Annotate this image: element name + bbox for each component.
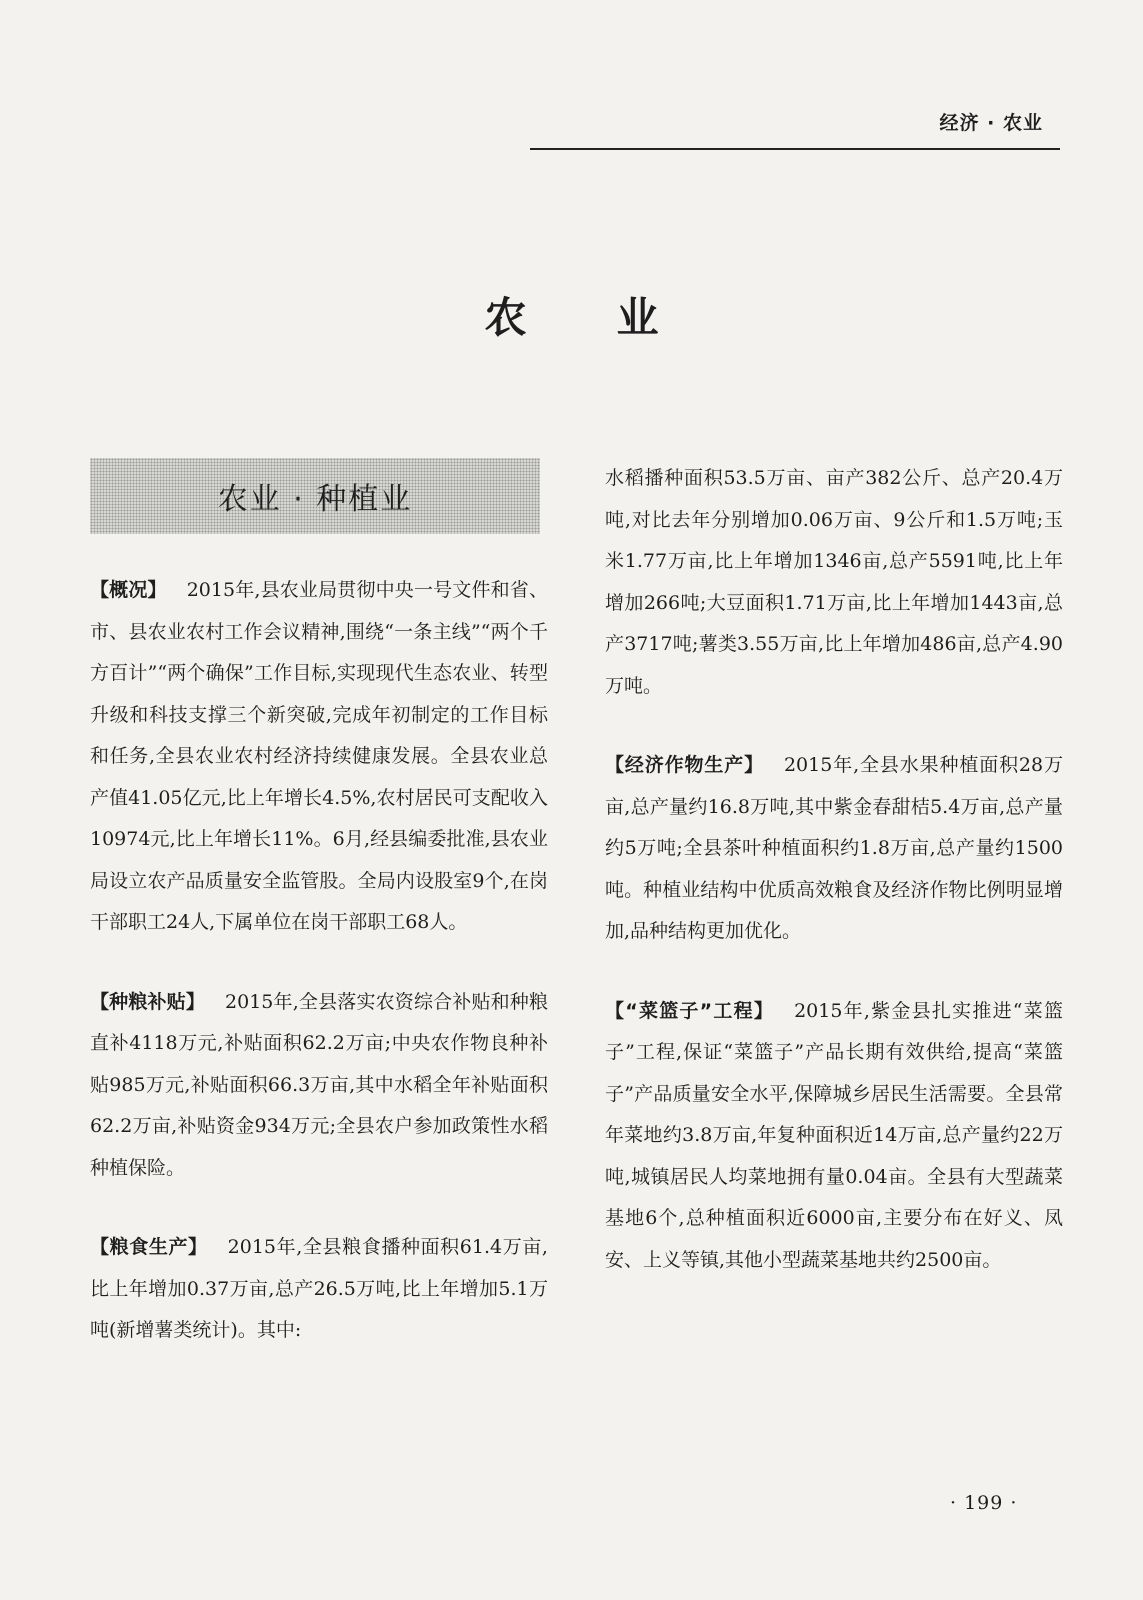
section-title: 农业 · 种植业 <box>217 482 413 517</box>
right-column <box>605 458 1063 1319</box>
paragraph-text: 2015年,全县粮食播种面积61.4万亩,比上年增加0.37万亩,总产26.5万吨,比上年增加5.1万吨(新增薯类统计)。其中: <box>90 1236 548 1341</box>
paragraph-text: 2015年,县农业局贯彻中央一号文件和省、市、县农业农村工作会议精神,围绕“一条主线”“两个千方百计”“两个确保”工作目标,实现现代生态农业、转型升级和科技支撑三个新突破,完成年初制定的工作目标和任务,全县农业农村经济持续健康发展。全县农业总产值41.05亿元,比上年增长4.5%,农村居民可支配收入10974元,比上年增长11%。6月,经县编委批准,县农业局设立农产品质量安全监管股。全局内设股室9个,在岗干部职工24人,下属单位在岗干部职工68人。 <box>90 579 548 933</box>
paragraph-cash-crops <box>605 745 1063 953</box>
paragraph-overview <box>90 570 548 944</box>
paragraph-grain-production <box>90 1227 548 1352</box>
header-rule <box>530 148 1060 150</box>
left-column <box>90 458 548 1390</box>
paragraph-text: 2015年,紫金县扎实推进“菜篮子”工程,保证“菜篮子”产品长期有效供给,提高“菜篮子”产品质量安全水平,保障城乡居民生活需要。全县常年菜地约3.8万亩,年复种面积近14万亩,总产量约22万吨,城镇居民人均菜地拥有量0.04亩。全县有大型蔬菜基地6个,总种植面积近6000亩,主要分布在好义、凤安、上义等镇,其他小型蔬菜基地共约2500亩。 <box>605 999 1063 1271</box>
section-banner <box>90 458 540 534</box>
paragraph-vegetable-basket <box>605 991 1063 1282</box>
paragraph-label: 【概况】 <box>90 579 167 601</box>
paragraph-grain-subsidy <box>90 982 548 1190</box>
paragraph-label: 【“菜篮子”工程】 <box>605 999 775 1022</box>
running-head: 经济 · 农业 <box>939 112 1043 134</box>
paragraph-label: 【种粮补贴】 <box>90 990 206 1013</box>
page-number: · 199 · <box>950 1492 1018 1514</box>
chapter-title: 农业 <box>484 293 749 342</box>
paragraph-text: 水稻播种面积53.5万亩、亩产382公斤、总产20.4万吨,对比去年分别增加0.06万亩、9公斤和1.5万吨;玉米1.77万亩,比上年增加1346亩,总产5591吨,比上年增加266吨;大豆面积1.71万亩,比上年增加1443亩,总产3717吨;薯类3.55万亩,比上年增加486亩,总产4.90万吨。 <box>605 467 1063 697</box>
paragraph-label: 【经济作物生产】 <box>605 754 764 776</box>
paragraph-text: 2015年,全县水果种植面积28万亩,总产量约16.8万吨,其中紫金春甜桔5.4万亩,总产量约5万吨;全县茶叶种植面积约1.8万亩,总产量约1500吨。种植业结构中优质高效粮食及经济作物比例明显增加,品种结构更加优化。 <box>605 754 1063 942</box>
paragraph-grain-continued <box>605 458 1063 707</box>
paragraph-text: 2015年,全县落实农资综合补贴和种粮直补4118万元,补贴面积62.2万亩;中央农作物良种补贴985万元,补贴面积66.3万亩,其中水稻全年补贴面积62.2万亩,补贴资金934万元;全县农户参加政策性水稻种植保险。 <box>90 990 548 1179</box>
paragraph-label: 【粮食生产】 <box>90 1236 208 1258</box>
